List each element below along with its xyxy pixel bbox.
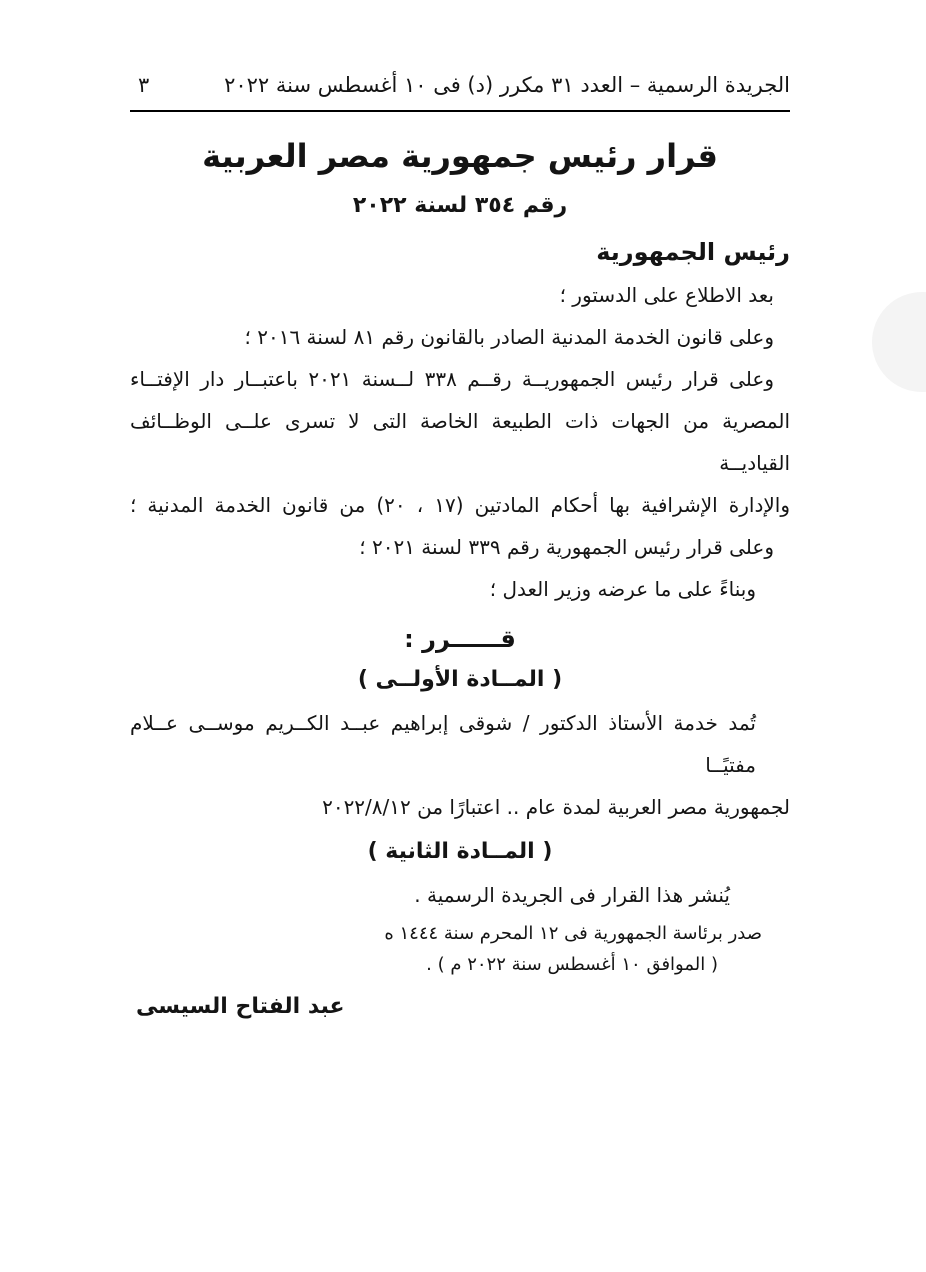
authority-heading: رئيس الجمهورية xyxy=(596,238,790,266)
journal-header-line: الجريدة الرسمية – العدد ٣١ مكرر (د) فى ١٠ أغسطس سنة ٢٠٢٢ xyxy=(224,73,790,97)
preamble-line: والإدارة الإشرافية بها أحكام المادتين (١٧ ، ٢٠) من قانون الخدمة المدنية ؛ xyxy=(130,493,790,517)
preamble-line: وعلى قرار رئيس الجمهورية رقم ٣٣٩ لسنة ٢٠٢١ ؛ xyxy=(359,535,774,559)
preamble-line: وعلى قانون الخدمة المدنية الصادر بالقانون رقم ٨١ لسنة ٢٠١٦ ؛ xyxy=(244,325,774,349)
page-header xyxy=(130,70,790,100)
issuance-date-gregorian: ( الموافق ١٠ أغسطس سنة ٢٠٢٢ م ) . xyxy=(426,954,718,975)
article-line: لجمهورية مصر العربية لمدة عام .. اعتبارًا من ٢٠٢٢/٨/١٢ xyxy=(322,795,790,819)
preamble-line: وبناءً على ما عرضه وزير العدل ؛ xyxy=(489,577,756,601)
issuance-date-hijri: صدر برئاسة الجمهورية فى ١٢ المحرم سنة ١٤٤٤ ه xyxy=(384,923,762,944)
article-two-body xyxy=(130,874,790,916)
preamble-line: بعد الاطلاع على الدستور ؛ xyxy=(559,283,774,307)
header-divider xyxy=(130,110,790,112)
decree-title: قرار رئيس جمهورية مصر العربية xyxy=(202,137,718,175)
article-one-body xyxy=(130,702,790,828)
preamble xyxy=(130,274,790,610)
decree-word: قــــــرر : xyxy=(404,625,516,653)
article-two-heading: ( المــادة الثانية ) xyxy=(367,839,553,864)
preamble-line: وعلى قرار رئيس الجمهوريــة رقــم ٣٣٨ لــسنة ٢٠٢١ باعتبــار دار الإفتــاء xyxy=(130,367,774,391)
page-number: ٣ xyxy=(138,73,150,97)
decree-number: رقم ٣٥٤ لسنة ٢٠٢٢ xyxy=(352,193,568,218)
article-line: تُمد خدمة الأستاذ الدكتور / شوقى إبراهيم عبــد الكــريم موســى عــلام مفتيًــا xyxy=(130,711,756,777)
article-one-heading: ( المــادة الأولــى ) xyxy=(357,667,563,692)
article-line: يُنشر هذا القرار فى الجريدة الرسمية . xyxy=(414,883,730,907)
issuance-block xyxy=(130,918,790,980)
preamble-line: المصرية من الجهات ذات الطبيعة الخاصة التى لا تسرى علــى الوظــائف القياديــة xyxy=(130,409,790,475)
president-signature: عبد الفتاح السيسى xyxy=(136,994,345,1019)
